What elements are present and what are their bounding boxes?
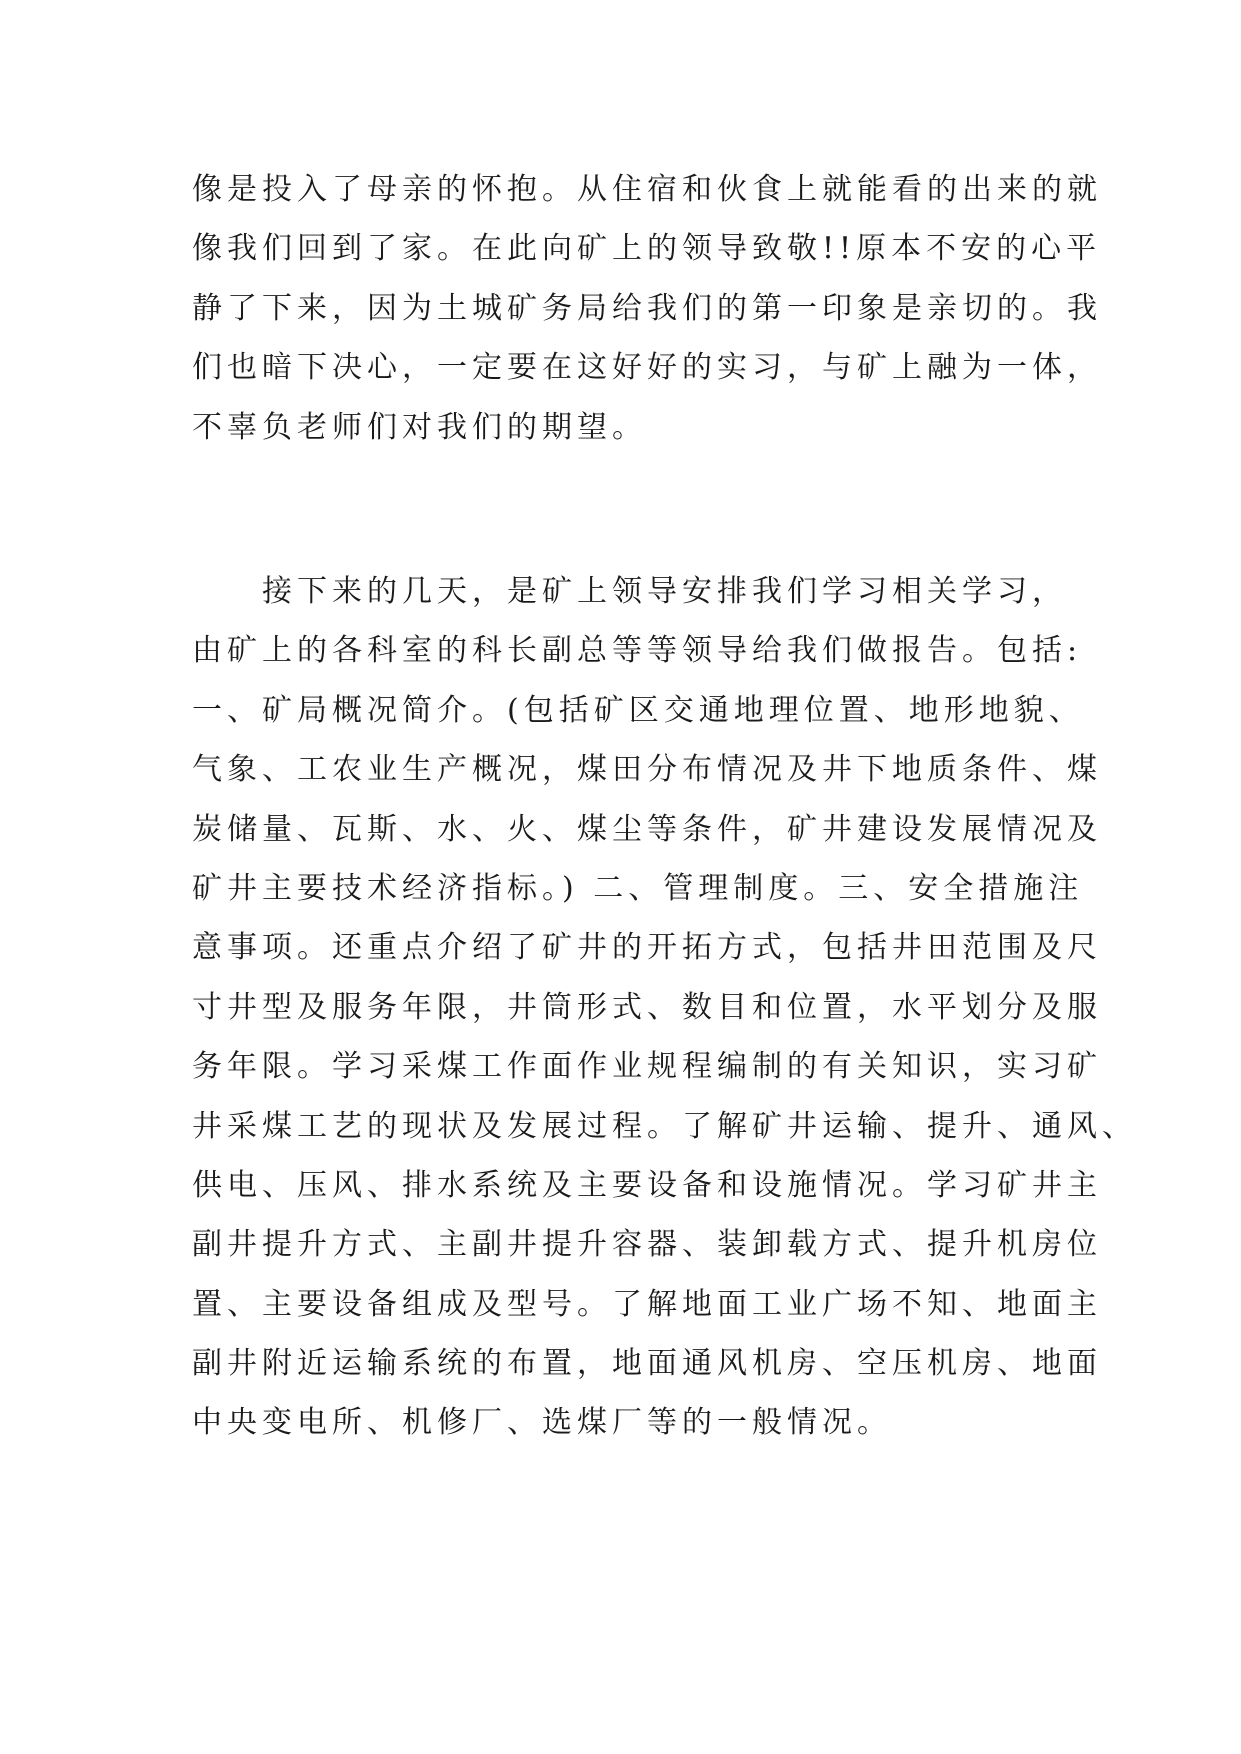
paragraph-1 [192, 160, 1102, 457]
text-line: 像我们回到了家。在此向矿上的领导致敬!!原本不安的心平 [192, 231, 1102, 267]
text-line: 不辜负老师们对我们的期望。 [192, 409, 647, 445]
text-line: 接下来的几天，是矿上领导安排我们学习相关学习， [192, 574, 1067, 609]
text-line: 供电、压风、排水系统及主要设备和设施情况。学习矿井主 [192, 1167, 1102, 1203]
text-line: 静了下来，因为土城矿务局给我们的第一印象是亲切的。我 [192, 290, 1102, 326]
text-line: 井采煤工艺的现状及发展过程。了解矿井运输、提升、通风、 [192, 1108, 1137, 1144]
text-line: 一、矿局概况简介。(包括矿区交通地理位置、地形地貌、 [192, 692, 1084, 728]
text-line: 炭储量、瓦斯、水、火、煤尘等条件，矿井建设发展情况及 [192, 811, 1102, 847]
text-line: 务年限。学习采煤工作面作业规程编制的有关知识，实习矿 [192, 1049, 1102, 1085]
text-line: 像是投入了母亲的怀抱。从住宿和伙食上就能看的出来的就 [192, 172, 1102, 207]
text-line: 由矿上的各科室的科长副总等等领导给我们做报告。包括: [192, 633, 1083, 669]
text-line: 气象、工农业生产概况，煤田分布情况及井下地质条件、煤 [192, 752, 1102, 788]
text-line: 意事项。还重点介绍了矿井的开拓方式，包括井田范围及尺 [192, 930, 1102, 966]
text-line: 副井附近运输系统的布置，地面通风机房、空压机房、地面 [192, 1346, 1102, 1382]
text-line: 寸井型及服务年限，井筒形式、数目和位置，水平划分及服 [192, 989, 1102, 1025]
text-line: 中央变电所、机修厂、选煤厂等的一般情况。 [192, 1405, 892, 1441]
text-line: 矿井主要技术经济指标。) 二、管理制度。三、安全措施注 [192, 870, 1084, 906]
paragraph-2 [192, 562, 1137, 1453]
text-line: 们也暗下决心，一定要在这好好的实习，与矿上融为一体， [192, 350, 1102, 386]
text-line: 副井提升方式、主副井提升容器、装卸载方式、提升机房位 [192, 1227, 1102, 1263]
text-line: 置、主要设备组成及型号。了解地面工业广场不知、地面主 [192, 1286, 1102, 1322]
